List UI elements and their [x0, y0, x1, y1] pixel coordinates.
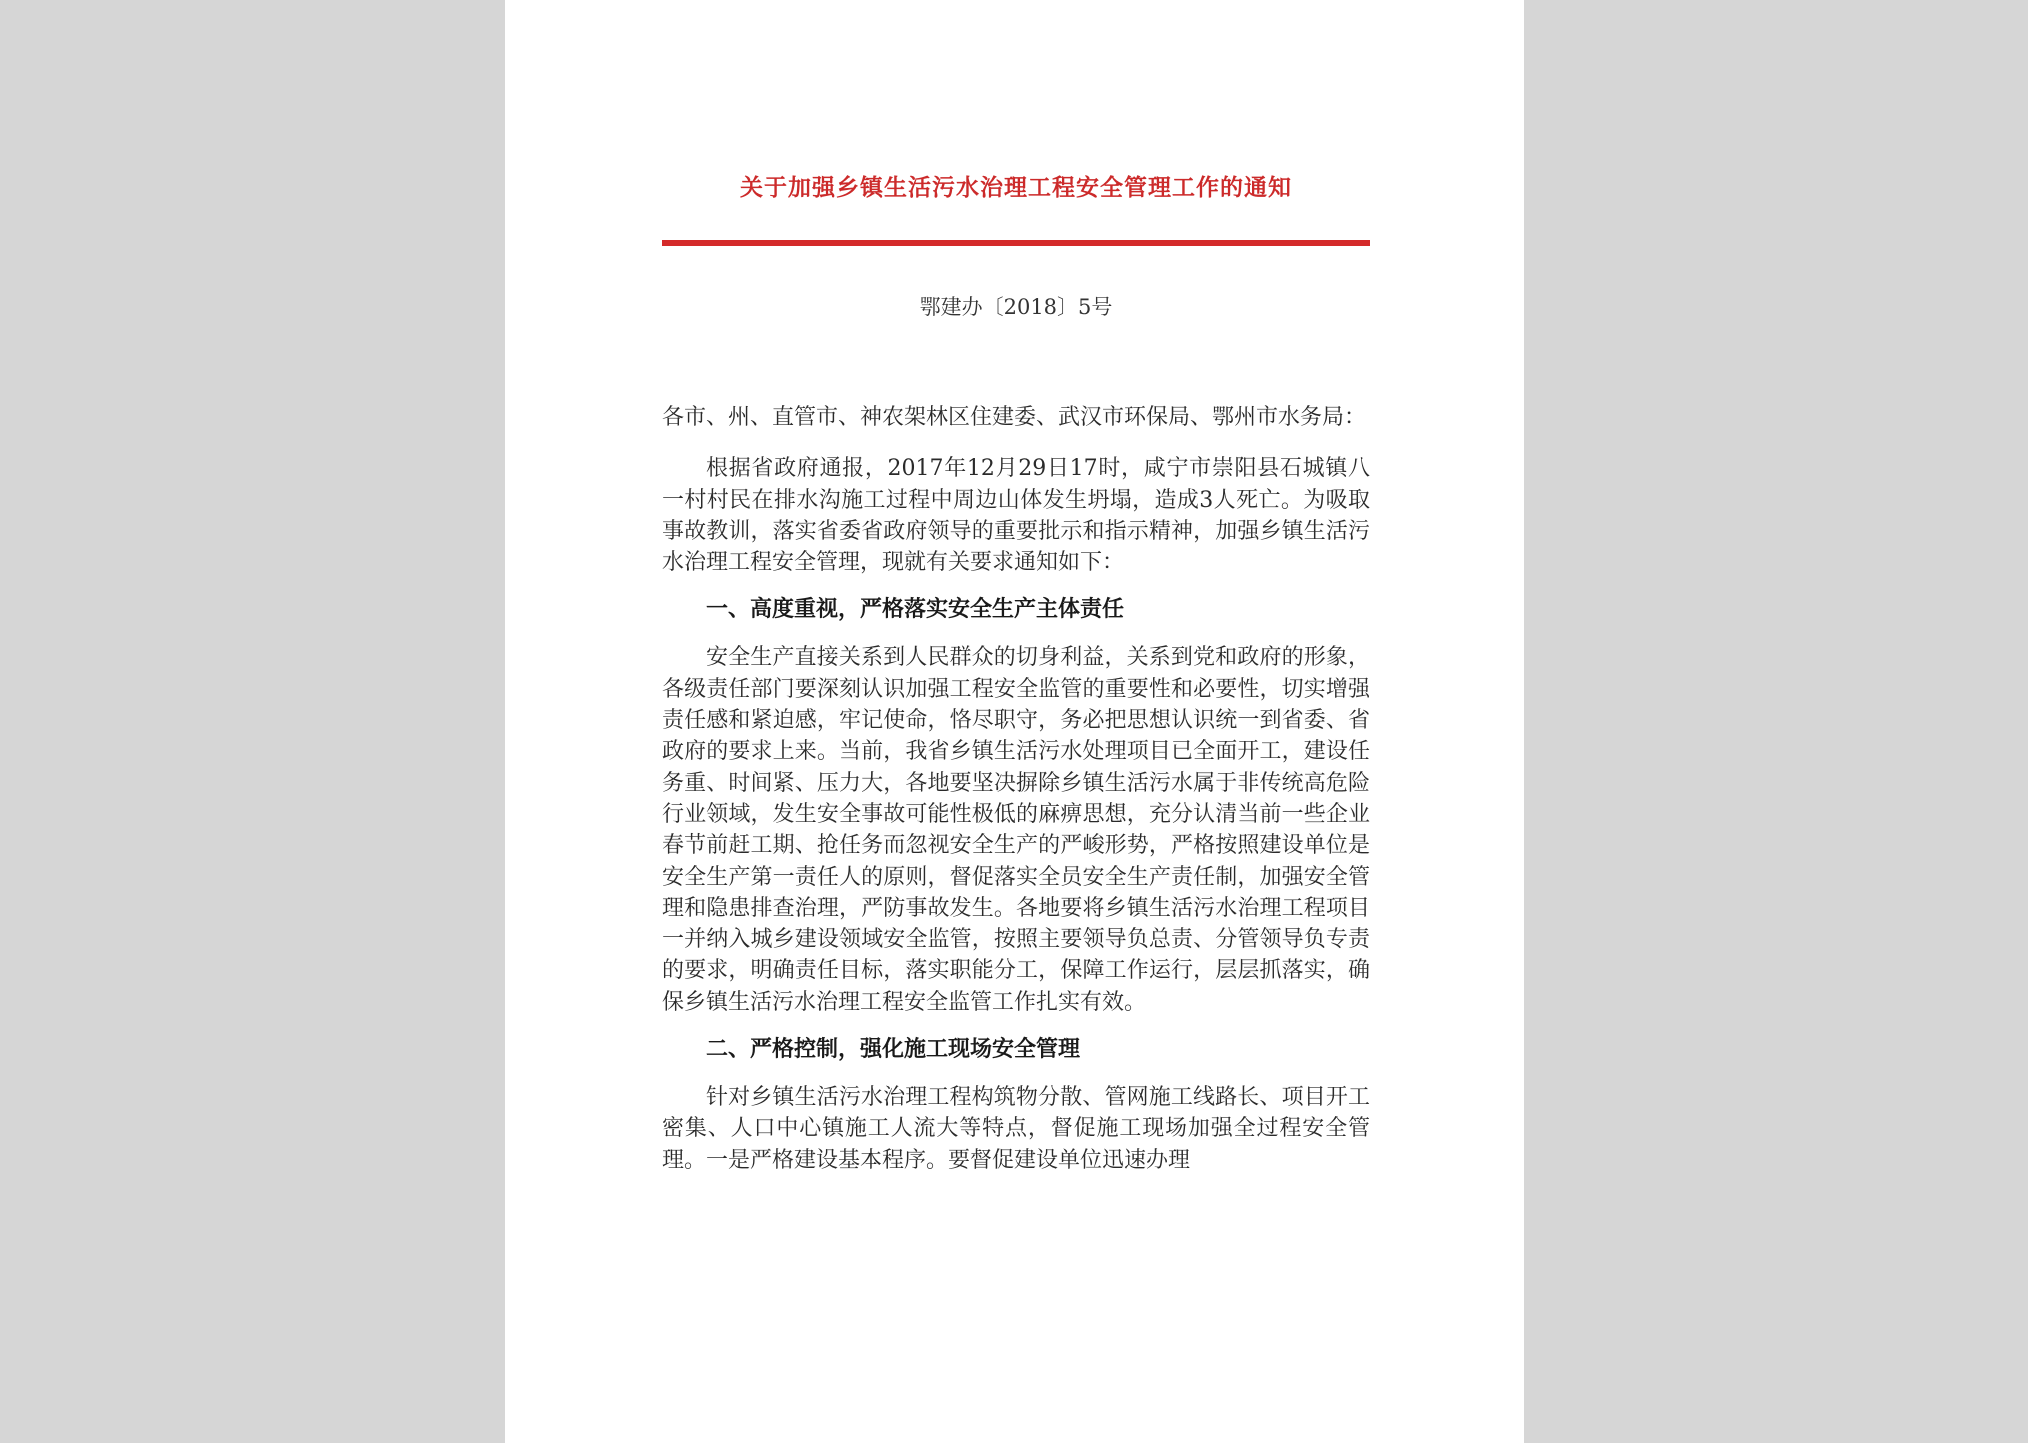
document-page	[505, 0, 1524, 1443]
title-divider	[662, 240, 1370, 246]
section-heading-1: 一、高度重视，严格落实安全生产主体责任	[706, 597, 1125, 623]
section-heading-2: 二、严格控制，强化施工现场安全管理	[706, 1037, 1081, 1063]
document-number: 鄂建办〔2018〕5号	[919, 295, 1113, 319]
salutation: 各市、州、直管市、神农架林区住建委、武汉市环保局、鄂州市水务局：	[662, 405, 1367, 430]
document-title: 关于加强乡镇生活污水治理工程安全管理工作的通知	[740, 175, 1292, 201]
document-body	[662, 402, 1370, 1176]
paragraph-section-2: 针对乡镇生活污水治理工程构筑物分散、管网施工线路长、项目开工密集、人口中心镇施工人流大等特点，督促施工现场加强全过程安全管理。一是严格建设基本程序。要督促建设单位迅速办理	[662, 1085, 1370, 1173]
paragraph-intro: 根据省政府通报，2017年12月29日17时，咸宁市崇阳县石城镇八一村村民在排水沟施工过程中周边山体发生坍塌，造成3人死亡。为吸取事故教训，落实省委省政府领导的重要批示和指示精神，加强乡镇生活污水治理工程安全管理，现就有关要求通知如下：	[662, 456, 1370, 576]
paragraph-section-1: 安全生产直接关系到人民群众的切身利益，关系到党和政府的形象，各级责任部门要深刻认识加强工程安全监管的重要性和必要性，切实增强责任感和紧迫感，牢记使命，恪尽职守，务必把思想认识统一到省委、省政府的要求上来。当前，我省乡镇生活污水处理项目已全面开工，建设任务重、时间紧、压力大，各地要坚决摒除乡镇生活污水属于非传统高危险行业领域，发生安全事故可能性极低的麻痹思想，充分认清当前一些企业春节前赶工期、抢任务而忽视安全生产的严峻形势，严格按照建设单位是安全生产第一责任人的原则，督促落实全员安全生产责任制，加强安全管理和隐患排查治理，严防事故发生。各地要将乡镇生活污水治理工程项目一并纳入城乡建设领域安全监管，按照主要领导负总责、分管领导负专责的要求，明确责任目标，落实职能分工，保障工作运行，层层抓落实，确保乡镇生活污水治理工程安全监管工作扎实有效。	[662, 645, 1370, 1015]
